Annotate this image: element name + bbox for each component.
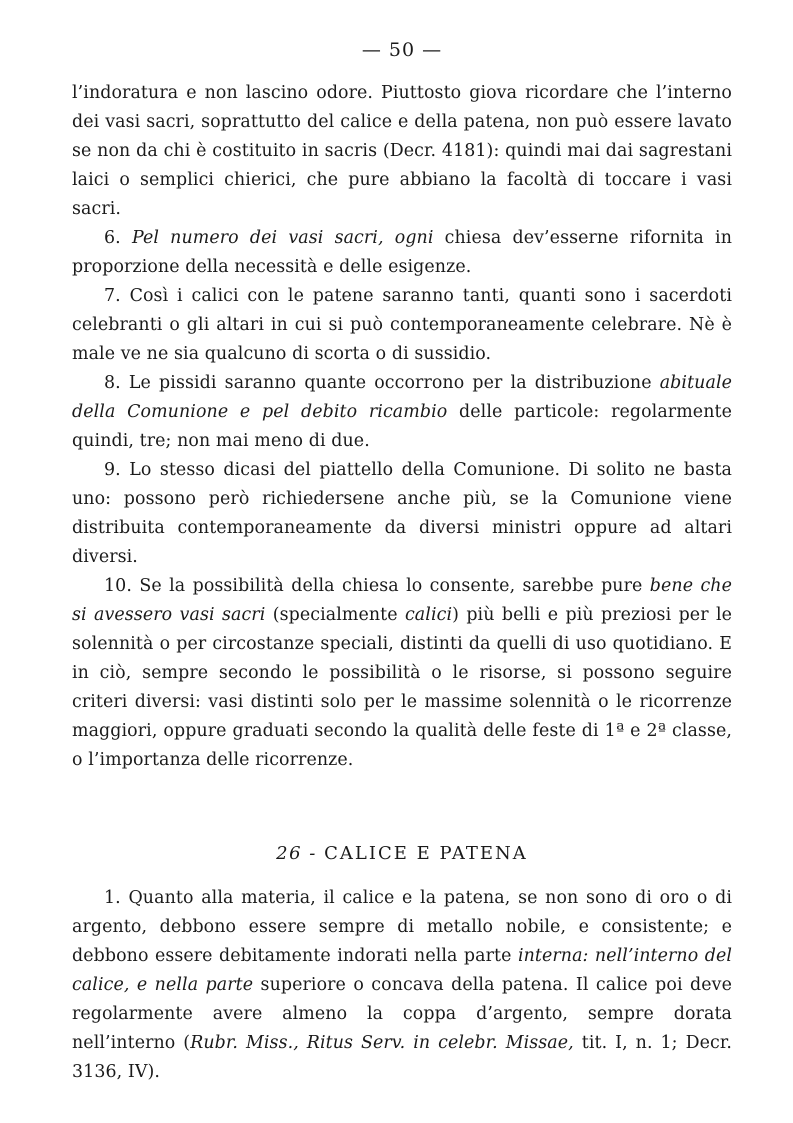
page-number: — 50 — xyxy=(361,39,443,61)
section-title: CALICE E PATENA xyxy=(324,843,528,864)
paragraph-6-lead: 6. xyxy=(104,228,132,248)
document-page xyxy=(72,30,732,1087)
paragraph-10-mid: (specialmente xyxy=(265,605,405,625)
paragraph-8-emphasis: abituale della Comunione e pel debito ricambio xyxy=(72,373,732,422)
paragraph-9: 9. Lo stesso dicasi del piattello della Comunione. Di solito ne basta uno: possono però richiedersene anche più, se la Comunione viene distribuita contemporaneamente da diversi ministri oppure ad altari diversi. xyxy=(72,460,732,567)
section-paragraph-1-mid: superiore o concava della patena. Il calice poi deve regolarmente avere almeno la coppa d’argento, sempre dorata nell’interno ( xyxy=(72,975,732,1053)
section-paragraph-1-emphasis: interna: nell’interno del calice, e nella parte xyxy=(72,946,732,995)
section-spacer xyxy=(72,775,732,839)
paragraph-8-lead: 8. Le pissidi saranno quante occorrono per la distribuzione xyxy=(104,373,660,393)
paragraph-10-lead: 10. Se la possibilità della chiesa lo consente, sarebbe pure xyxy=(104,576,650,596)
paragraph-6-emphasis: Pel numero dei vasi sacri, ogni xyxy=(131,228,434,248)
paragraph-10-emphasis-2: calici xyxy=(404,605,453,625)
section-paragraph-1-rest: tit. I, n. 1; Decr. 3136, IV). xyxy=(72,1033,732,1082)
paragraph-10 xyxy=(72,572,732,775)
paragraph-8 xyxy=(72,369,732,456)
paragraph-continuation: l’indoratura e non lascino odore. Piuttosto giova ricordare che l’interno dei vasi sacri, soprattutto del calice e della patena, non può essere lavato se non da chi è costituito in sacris (Decr. 4181): quindi mai dai sagrestani laici o semplici chierici, che pure abbiano la facoltà di toccare i vasi sacri. xyxy=(72,83,732,219)
paragraph-7: 7. Così i calici con le patene saranno tanti, quanti sono i sacerdoti celebranti o gli altari in cui si può contemporaneamente celebrare. Nè è male ve ne sia qualcuno di scorta o di sussidio. xyxy=(72,286,732,364)
paragraph-8-rest: delle particole: regolarmente quindi, tre; non mai meno di due. xyxy=(72,402,732,451)
section-heading xyxy=(72,839,732,868)
section-paragraph-1-lead: 1. Quanto alla materia, il calice e la patena, se non sono di oro o di argento, debbono essere sempre di metallo nobile, e consistente; e debbono essere debitamente indorati nella parte xyxy=(72,888,732,966)
section-number: 26 - xyxy=(276,843,325,864)
paragraph-10-rest: ) più belli e più preziosi per le solennità o per circostanze speciali, distinti da quelli di uso quotidiano. E in ciò, sempre secondo le possibilità o le risorse, si possono seguire criteri diversi: vasi distinti solo per le massime solennità o le ricorrenze maggiori, oppure graduati secondo la qualità delle feste di 1ª e 2ª classe, o l’importanza delle ricorrenze. xyxy=(72,605,732,770)
section-paragraph-1 xyxy=(72,884,732,1087)
paragraph-6 xyxy=(72,224,732,282)
paragraph-6-rest: chiesa dev’esserne rifornita in proporzione della necessità e delle esigenze. xyxy=(72,228,732,277)
section-paragraph-1-citation: Rubr. Miss., Ritus Serv. in celebr. Missae, xyxy=(190,1033,574,1053)
paragraph-10-emphasis: bene che si avessero vasi sacri xyxy=(72,576,732,625)
